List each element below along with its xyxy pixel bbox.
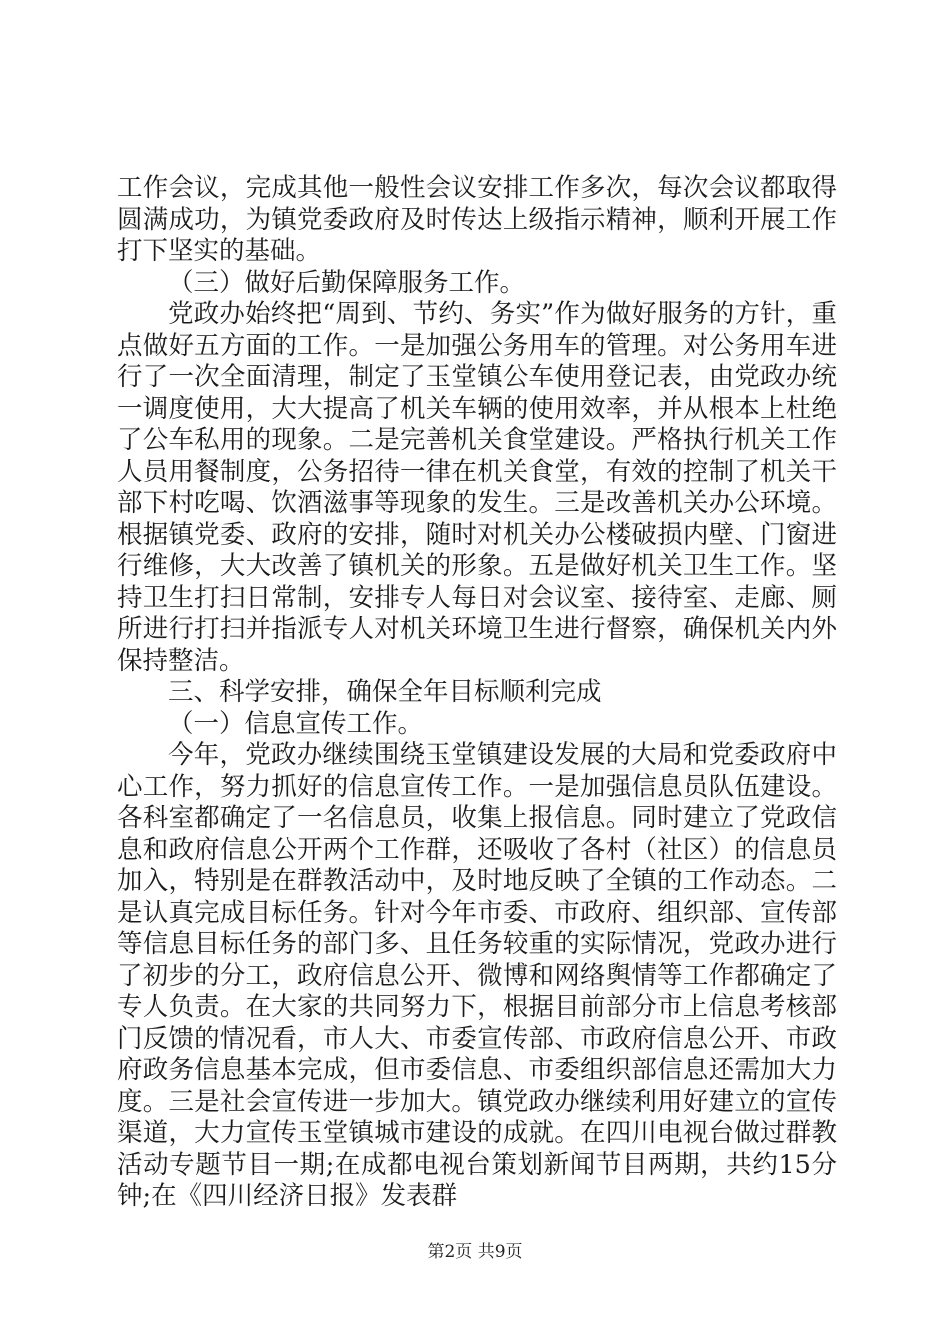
paragraph-continuation: 工作会议，完成其他一般性会议安排工作多次，每次会议都取得圆满成功，为镇党委政府及时传达上级指示精神，顺利开展工作打下坚实的基础。 [117, 173, 837, 266]
paragraph-publicity: 今年，党政办继续围绕玉堂镇建设发展的大局和党委政府中心工作，努力抓好的信息宣传工作。一是加强信息员队伍建设。各科室都确定了一名信息员，收集上报信息。同时建立了党政信息和政府信息公开两个工作群，还吸收了各村（社区）的信息员加入，特别是在群教活动中，及时地反映了全镇的工作动态。二是认真完成目标任务。针对今年市委、市政府、组织部、宣传部等信息目标任务的部门多、且任务较重的实际情况，党政办进行了初步的分工，政府信息公开、微博和网络舆情等工作都确定了专人负责。在大家的共同努力下，根据目前部分市上信息考核部门反馈的情况看，市人大、市委宣传部、市政府信息公开、市政府政务信息基本完成，但市委信息、市委组织部信息还需加大力度。三是社会宣传进一步加大。镇党政办继续利用好建立的宣传渠道，大力宣传玉堂镇城市建设的成就。在四川电视台做过群教活动专题节目一期;在成都电视台策划新闻节目两期，共约15分钟;在《四川经济日报》发表群 [117, 740, 837, 1211]
subheading-logistics: （三）做好后勤保障服务工作。 [168, 267, 526, 298]
subheading-publicity: （一）信息宣传工作。 [168, 708, 424, 739]
section-heading-three: 三、科学安排，确保全年目标顺利完成 [168, 677, 602, 707]
page-footer [0, 1241, 950, 1263]
document-body [117, 173, 837, 1213]
paragraph-logistics: 党政办始终把“周到、节约、务实”作为做好服务的方针，重点做好五方面的工作。一是加强公务用车的管理。对公务用车进行了一次全面清理，制定了玉堂镇公车使用登记表，由党政办统一调度使用，大大提高了机关车辆的使用效率，并从根本上杜绝了公车私用的现象。二是完善机关食堂建设。严格执行机关工作人员用餐制度，公务招待一律在机关食堂，有效的控制了机关干部下村吃喝、饮酒滋事等现象的发生。三是改善机关办公环境。根据镇党委、政府的安排，随时对机关办公楼破损内壁、门窗进行维修，大大改善了镇机关的形象。五是做好机关卫生工作。坚持卫生打扫日常制，安排专人每日对会议室、接待室、走廊、厕所进行打扫并指派专人对机关环境卫生进行督察，确保机关内外保持整洁。 [117, 299, 837, 676]
page-number: 第2页 共9页 [427, 1242, 523, 1262]
